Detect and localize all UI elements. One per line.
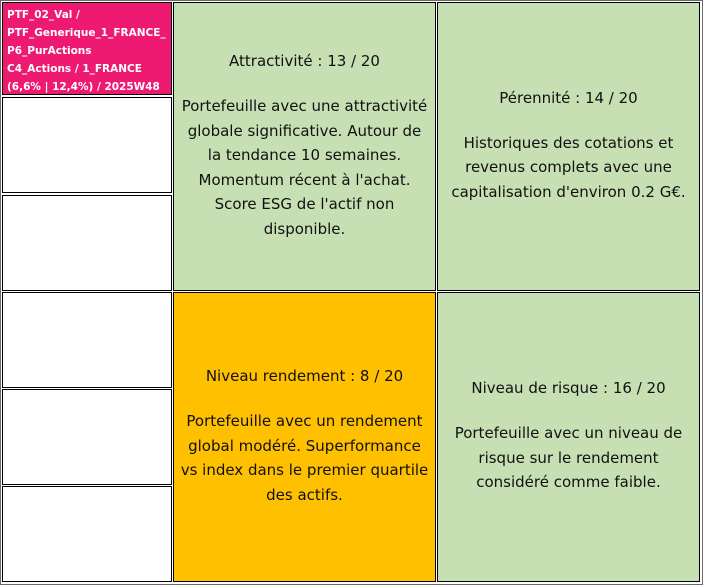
text-line: revenus complets avec une <box>465 158 672 177</box>
rendement-tile <box>173 292 436 582</box>
attractivite-text <box>182 94 428 241</box>
attractivite-tile <box>173 2 436 291</box>
perennite-heading: Pérennité : 14 / 20 <box>499 88 638 107</box>
text-line: risque sur le rendement <box>478 448 659 467</box>
text-line: Portefeuille avec une attractivité <box>181 97 428 115</box>
empty-cell <box>2 195 172 291</box>
attractivite-heading: Attractivité : 13 / 20 <box>229 52 380 70</box>
text-line: globale significative. Autour de <box>187 121 422 140</box>
perennite-text <box>451 131 685 205</box>
text-line: Score ESG de l'actif non <box>214 195 395 213</box>
empty-cell <box>2 97 172 193</box>
title-line: P6_PurActions <box>7 45 92 57</box>
empty-cell <box>2 292 172 388</box>
risque-tile <box>437 292 700 582</box>
title-line: PTF_02_Val / <box>7 9 80 21</box>
text-line: Portefeuille avec un niveau de <box>454 424 683 443</box>
empty-cell <box>2 486 172 582</box>
empty-cell <box>2 389 172 485</box>
text-line: des actifs. <box>266 485 343 504</box>
text-line: Portefeuille avec un rendement <box>186 412 423 430</box>
rendement-text <box>181 409 429 507</box>
text-line: global modéré. Superformance <box>188 436 421 455</box>
portfolio-title <box>2 2 172 95</box>
text-line: capitalisation d'environ 0.2 G€. <box>451 182 686 201</box>
risque-heading: Niveau de risque : 16 / 20 <box>471 379 666 398</box>
risque-text <box>455 421 683 495</box>
text-line: la tendance 10 semaines. <box>207 146 402 164</box>
perennite-tile <box>437 2 700 291</box>
rendement-heading: Niveau rendement : 8 / 20 <box>205 367 404 385</box>
title-line: C4_Actions / 1_FRANCE <box>7 63 142 75</box>
text-line: disponible. <box>263 219 346 238</box>
text-line: Historiques des cotations et <box>463 133 674 152</box>
text-line: considéré comme faible. <box>476 473 661 492</box>
text-line: Momentum récent à l'achat. <box>198 170 411 189</box>
text-line: vs index dans le premier quartile <box>180 461 429 479</box>
title-line: (6,6% | 12,4%) / 2025W48 <box>7 81 160 93</box>
title-line: PTF_Generique_1_FRANCE_ <box>7 27 166 39</box>
